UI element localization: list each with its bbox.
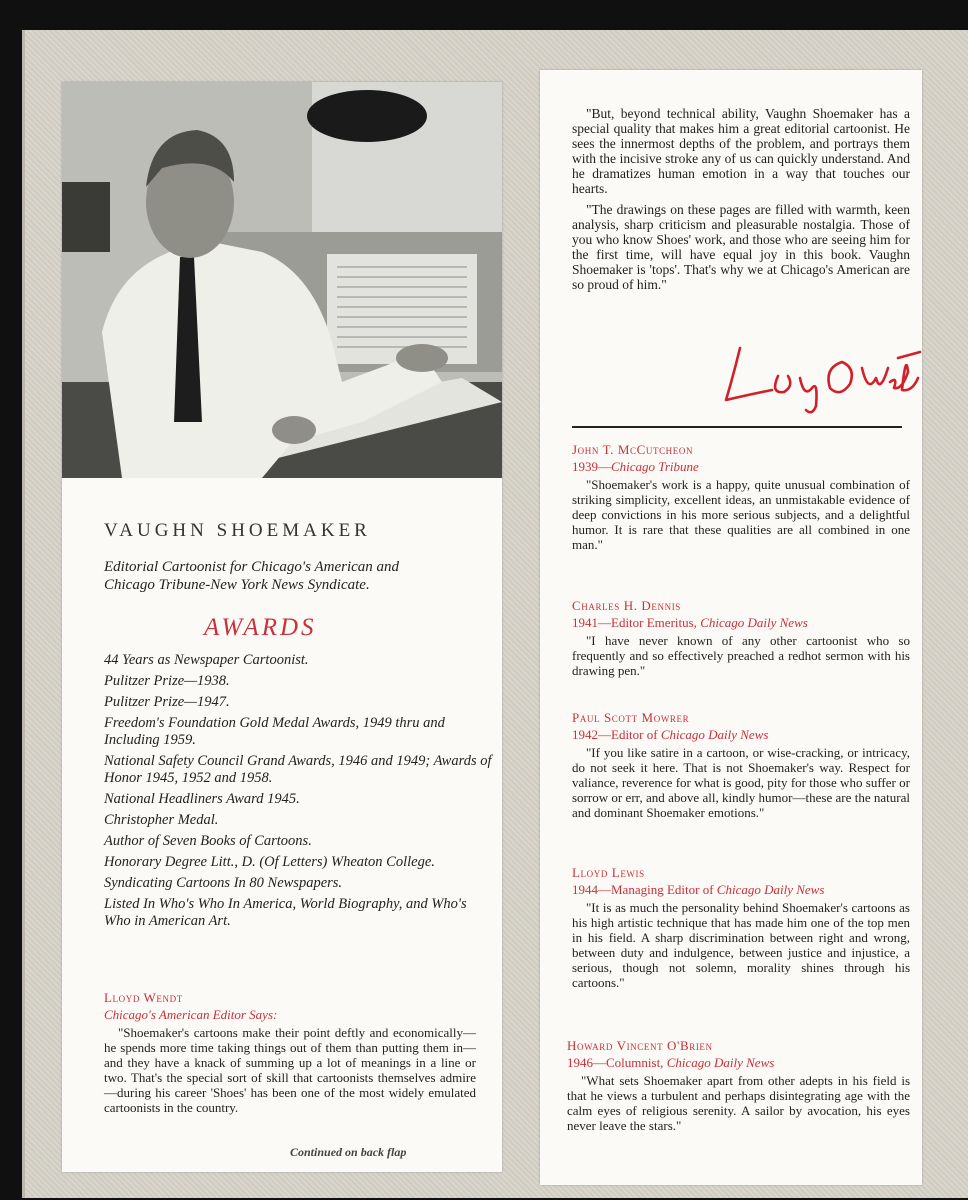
award-item: National Headliners Award 1945. [104, 791, 300, 807]
quote-text: "It is as much the personality behind Shoemaker's cartoons as his high artistic technique that has made him one of the top men in his field. A sharp discrimination between right and wrong, between duty and indulgence, between justice and injustice, a serious, though not solemn, morality shines through his cartoons." [572, 900, 910, 990]
quote-obrien [567, 1038, 910, 1133]
quote-paper: Chicago Daily News [660, 727, 769, 742]
quote-role [572, 614, 910, 631]
quote-mowrer [572, 710, 910, 820]
award-item: Honorary Degree Litt., D. (Of Letters) Wheaton College. [104, 854, 435, 870]
intro-paragraph-2: "The drawings on these pages are filled with warmth, keen analysis, sharp criticism and pleasurable nostalgia. Those of you who know Shoes' work, and those who are seeing him for the first time, will have equal joy in this book. Vaughn Shoemaker is 'tops'. That's why we at Chicago's American are so proud of him." [572, 202, 910, 292]
quote-role: Chicago's American Editor Says: [104, 1007, 278, 1022]
subtitle-line-1: Editorial Cartoonist for Chicago's American and [104, 559, 400, 575]
award-item: Syndicating Cartoons In 80 Newspapers. [104, 875, 343, 891]
intro-quote [572, 106, 910, 298]
quote-lewis [572, 865, 910, 990]
continued-note: Continued on back flap [290, 1145, 407, 1159]
quote-role [567, 1054, 910, 1071]
quote-text: "Shoemaker's cartoons make their point deftly and economically—he spends more time taking things out of them than putting them in—and they have a knack of summing up a lot of meanings in a line or two. That's the special sort of skill that cartoonists themselves admire—during his career 'Shoes' has been one of the most widely emulated cartoonists in the country. [104, 1025, 476, 1115]
wendt-quote [104, 990, 476, 1115]
award-item: Christopher Medal. [104, 812, 219, 828]
quote-author: Howard Vincent O'Brien [567, 1038, 713, 1053]
quote-author: Paul Scott Mowrer [572, 710, 690, 725]
cartoonist-name: VAUGHN SHOEMAKER [104, 520, 371, 541]
quote-year: 1944—Managing Editor of [572, 882, 717, 897]
signature [712, 328, 922, 418]
quote-paper: Chicago Daily News [666, 1055, 775, 1070]
quote-text: "What sets Shoemaker apart from other adepts in his field is that he views a turbulent and perhaps disintegrating age with the calm eyes of religious serenity. A sailor by avocation, his eyes never leave the stars." [567, 1073, 910, 1133]
quote-role [572, 881, 910, 898]
quote-dennis [572, 598, 910, 678]
award-item: Author of Seven Books of Cartoons. [104, 833, 312, 849]
quote-text: "Shoemaker's work is a happy, quite unusual combination of striking simplicity, excellent ideas, an unmistakable evidence of deep convictions in his more serious subjects, and a delightful humor. It is rare that these qualities are all combined in one man." [572, 477, 910, 552]
section-divider [572, 426, 902, 428]
quote-role [572, 726, 910, 743]
awards-heading: AWARDS [204, 614, 317, 641]
right-flap [540, 70, 922, 1185]
quote-paper: Chicago Daily News [700, 615, 808, 630]
quote-text: "If you like satire in a cartoon, or wise-cracking, or intricacy, do not seek it here. That is not Shoemaker's way. Respect for valiance, reverence for what is good, pity for those who suffer or sorrow or err, and above all, kindly humor—these are the natural and dominant Shoemaker emotions." [572, 745, 910, 820]
quote-text: "I have never known of any other cartoonist who so frequently and so effectively preached a redhot sermon with his drawing pen." [572, 633, 910, 678]
quote-role [572, 458, 910, 475]
award-item: Pulitzer Prize—1938. [104, 673, 230, 689]
quote-author: John T. McCutcheon [572, 442, 694, 457]
quote-year: 1942—Editor of [572, 727, 661, 742]
awards-list [104, 652, 494, 934]
portrait-illustration [62, 82, 502, 478]
quote-year: 1946—Columnist, [567, 1055, 667, 1070]
award-item: National Safety Council Grand Awards, 1946 and 1949; Awards of Honor 1945, 1952 and 1958. [104, 753, 492, 786]
cartoonist-subtitle [104, 558, 484, 594]
award-item: Listed In Who's Who In America, World Biography, and Who's Who in American Art. [104, 896, 467, 929]
quote-paper: Chicago Tribune [611, 459, 699, 474]
intro-paragraph-1: "But, beyond technical ability, Vaughn Shoemaker has a special quality that makes him a great editorial cartoonist. He sees the innermost depths of the problem, and portrays them with the incisive stroke any of us can quickly understand. And he dramatizes human emotion in a way that touches our hearts. [572, 106, 910, 196]
quote-paper: Chicago Daily News [716, 882, 825, 897]
subtitle-line-2: Chicago Tribune-New York News Syndicate. [104, 577, 370, 593]
award-item: Freedom's Foundation Gold Medal Awards, 1949 thru and Including 1959. [104, 715, 445, 748]
award-item: Pulitzer Prize—1947. [104, 694, 230, 710]
quote-author: Lloyd Wendt [104, 990, 183, 1005]
award-item: 44 Years as Newspaper Cartoonist. [104, 652, 309, 668]
quote-year: 1939— [572, 459, 611, 474]
left-flap [62, 82, 502, 1172]
quote-author: Lloyd Lewis [572, 865, 645, 880]
quote-year: 1941—Editor Emeritus, [572, 615, 701, 630]
quote-author: Charles H. Dennis [572, 598, 681, 613]
quote-mccutcheon [572, 442, 910, 552]
portrait-photo [62, 82, 502, 478]
